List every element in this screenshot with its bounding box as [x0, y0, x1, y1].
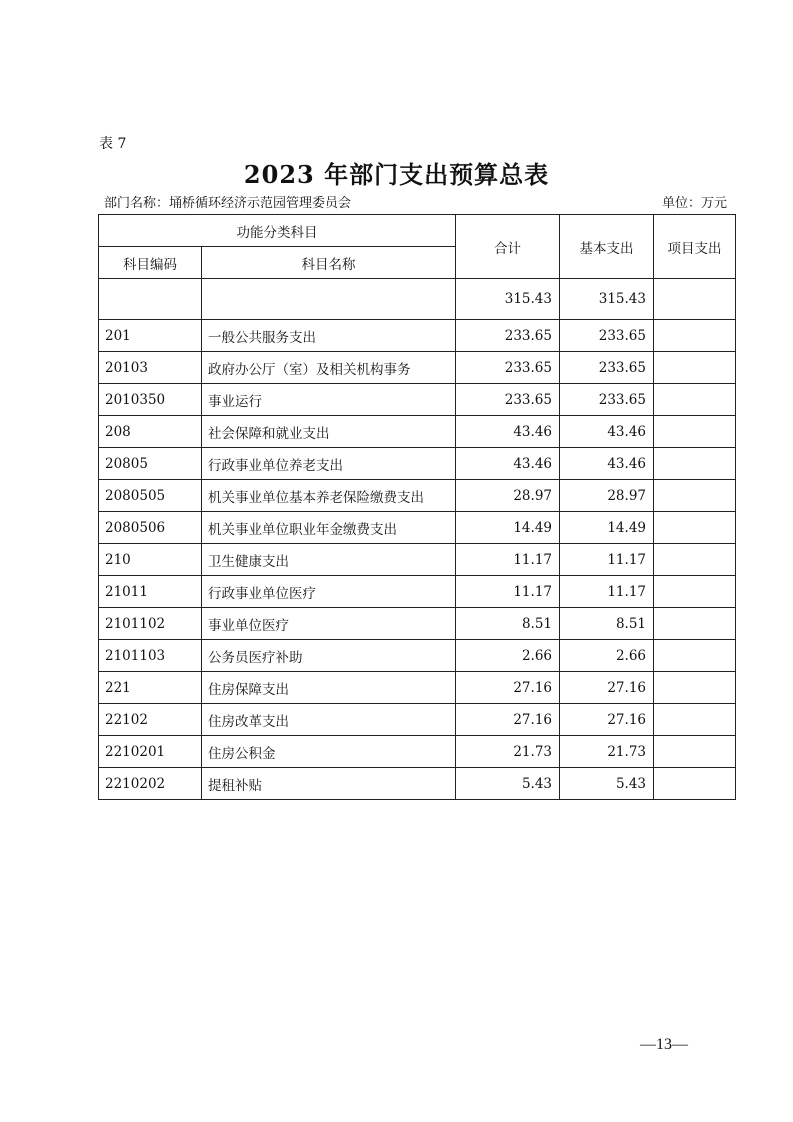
- cell-name: 提租补贴: [202, 768, 456, 800]
- unit-label: 单位：万元: [661, 196, 727, 211]
- cell-basic: 315.43: [560, 279, 654, 320]
- cell-basic: 27.16: [560, 672, 654, 704]
- table-row: [99, 320, 736, 352]
- cell-code: 221: [99, 672, 202, 704]
- table-row: [99, 352, 736, 384]
- cell-basic: 233.65: [560, 320, 654, 352]
- cell-total: 14.49: [456, 512, 560, 544]
- cell-name: 住房保障支出: [202, 672, 456, 704]
- cell-total: 8.51: [456, 608, 560, 640]
- cell-total: 11.17: [456, 576, 560, 608]
- table-row: [99, 672, 736, 704]
- cell-basic: 233.65: [560, 352, 654, 384]
- cell-project: [654, 320, 736, 352]
- cell-basic: 5.43: [560, 768, 654, 800]
- cell-project: [654, 480, 736, 512]
- table-row: [99, 640, 736, 672]
- cell-project: [654, 576, 736, 608]
- total-row: [99, 279, 736, 320]
- table-body: [99, 279, 736, 800]
- cell-project: [654, 279, 736, 320]
- cell-code: 2080505: [99, 480, 202, 512]
- cell-basic: 43.46: [560, 416, 654, 448]
- cell-code: 21011: [99, 576, 202, 608]
- cell-basic: 11.17: [560, 576, 654, 608]
- cell-total: 43.46: [456, 416, 560, 448]
- cell-project: [654, 704, 736, 736]
- cell-code: 20805: [99, 448, 202, 480]
- cell-name: [202, 279, 456, 320]
- table-row: [99, 384, 736, 416]
- cell-name: 事业单位医疗: [202, 608, 456, 640]
- cell-name: 卫生健康支出: [202, 544, 456, 576]
- cell-basic: 27.16: [560, 704, 654, 736]
- page-number: —13—: [640, 1036, 688, 1053]
- cell-name: 机关事业单位基本养老保险缴费支出: [202, 480, 456, 512]
- cell-total: 233.65: [456, 352, 560, 384]
- cell-code: 20103: [99, 352, 202, 384]
- cell-code: 2080506: [99, 512, 202, 544]
- cell-total: 5.43: [456, 768, 560, 800]
- cell-name: 社会保障和就业支出: [202, 416, 456, 448]
- header-function-category: 功能分类科目: [99, 215, 456, 247]
- cell-name: 一般公共服务支出: [202, 320, 456, 352]
- cell-name: 住房改革支出: [202, 704, 456, 736]
- cell-total: 21.73: [456, 736, 560, 768]
- cell-total: 28.97: [456, 480, 560, 512]
- cell-total: 315.43: [456, 279, 560, 320]
- cell-basic: 233.65: [560, 384, 654, 416]
- cell-total: 233.65: [456, 320, 560, 352]
- table-row: [99, 704, 736, 736]
- header-project: 项目支出: [654, 215, 736, 279]
- cell-code: 22102: [99, 704, 202, 736]
- cell-total: 11.17: [456, 544, 560, 576]
- cell-name: 政府办公厅（室）及相关机构事务: [202, 352, 456, 384]
- cell-basic: 43.46: [560, 448, 654, 480]
- table-row: [99, 448, 736, 480]
- cell-total: 43.46: [456, 448, 560, 480]
- cell-name: 行政事业单位医疗: [202, 576, 456, 608]
- cell-project: [654, 640, 736, 672]
- cell-name: 公务员医疗补助: [202, 640, 456, 672]
- header-total: 合计: [456, 215, 560, 279]
- table-row: [99, 736, 736, 768]
- cell-code: [99, 279, 202, 320]
- cell-project: [654, 416, 736, 448]
- cell-project: [654, 736, 736, 768]
- cell-basic: 11.17: [560, 544, 654, 576]
- cell-project: [654, 384, 736, 416]
- page-title: 2023 年部门支出预算总表: [243, 160, 550, 189]
- cell-name: 住房公积金: [202, 736, 456, 768]
- department-label: 部门名称：埇桥循环经济示范园管理委员会: [104, 196, 352, 211]
- table-row: [99, 576, 736, 608]
- cell-basic: 2.66: [560, 640, 654, 672]
- cell-total: 233.65: [456, 384, 560, 416]
- cell-code: 201: [99, 320, 202, 352]
- cell-project: [654, 352, 736, 384]
- cell-total: 27.16: [456, 672, 560, 704]
- cell-basic: 8.51: [560, 608, 654, 640]
- cell-project: [654, 448, 736, 480]
- cell-code: 2010350: [99, 384, 202, 416]
- cell-project: [654, 672, 736, 704]
- header-basic: 基本支出: [560, 215, 654, 279]
- cell-code: 2210201: [99, 736, 202, 768]
- table-label: 表 7: [99, 136, 127, 152]
- cell-basic: 21.73: [560, 736, 654, 768]
- cell-code: 210: [99, 544, 202, 576]
- cell-project: [654, 512, 736, 544]
- table-row: [99, 544, 736, 576]
- table-row: [99, 768, 736, 800]
- cell-project: [654, 544, 736, 576]
- header-name: 科目名称: [202, 247, 456, 279]
- cell-code: 2101102: [99, 608, 202, 640]
- budget-table: [98, 214, 736, 800]
- cell-name: 机关事业单位职业年金缴费支出: [202, 512, 456, 544]
- cell-name: 事业运行: [202, 384, 456, 416]
- cell-code: 2210202: [99, 768, 202, 800]
- table-row: [99, 480, 736, 512]
- cell-basic: 28.97: [560, 480, 654, 512]
- cell-name: 行政事业单位养老支出: [202, 448, 456, 480]
- cell-total: 2.66: [456, 640, 560, 672]
- cell-code: 2101103: [99, 640, 202, 672]
- cell-project: [654, 768, 736, 800]
- header-code: 科目编码: [99, 247, 202, 279]
- cell-project: [654, 608, 736, 640]
- cell-basic: 14.49: [560, 512, 654, 544]
- table-row: [99, 512, 736, 544]
- table-row: [99, 416, 736, 448]
- cell-total: 27.16: [456, 704, 560, 736]
- table-row: [99, 608, 736, 640]
- cell-code: 208: [99, 416, 202, 448]
